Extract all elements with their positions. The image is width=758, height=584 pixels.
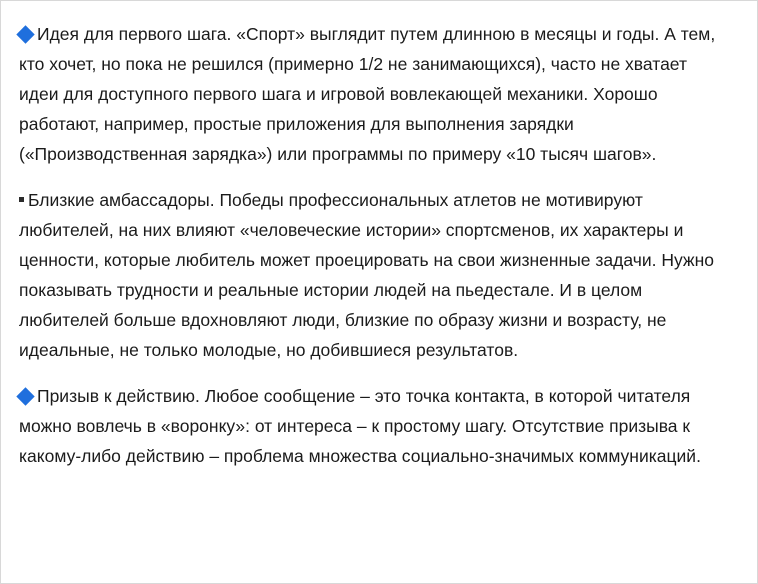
diamond-blue-icon: [16, 25, 34, 43]
paragraph-call-to-action: [19, 381, 731, 471]
diamond-blue-icon: [16, 387, 34, 405]
square-black-icon: [19, 197, 24, 202]
paragraph-text: Призыв к действию. Любое сообщение – это точка контакта, в которой читателя можно вовлечь в «воронку»: от интереса – к простому шагу. Отсутствие призыва к какому-либо действию – проблема множества социально-значимых коммуникаций.: [19, 386, 701, 466]
paragraph-text: Идея для первого шага. «Спорт» выглядит путем длинною в месяцы и годы. А тем, кто хочет, но пока не решился (примерно 1/2 не занимающихся), часто не хватает идеи для доступного первого шага и игровой вовлекающей механики. Хорошо работают, например, простые приложения для выполнения зарядки («Производственная зарядка») или программы по примеру «10 тысяч шагов».: [19, 24, 716, 164]
paragraph-first-step: [19, 19, 731, 169]
paragraph-text: Близкие амбассадоры. Победы профессиональных атлетов не мотивируют любителей, на них влияют «человеческие истории» спортсменов, их характеры и ценности, которые любитель может проецировать на свои жизненные задачи. Нужно показывать трудности и реальные истории людей на пьедестале. И в целом любителей больше вдохновляют люди, близкие по образу жизни и возрасту, не идеальные, не только молодые, но добившиеся результатов.: [19, 190, 715, 360]
paragraph-ambassadors: [19, 185, 731, 365]
